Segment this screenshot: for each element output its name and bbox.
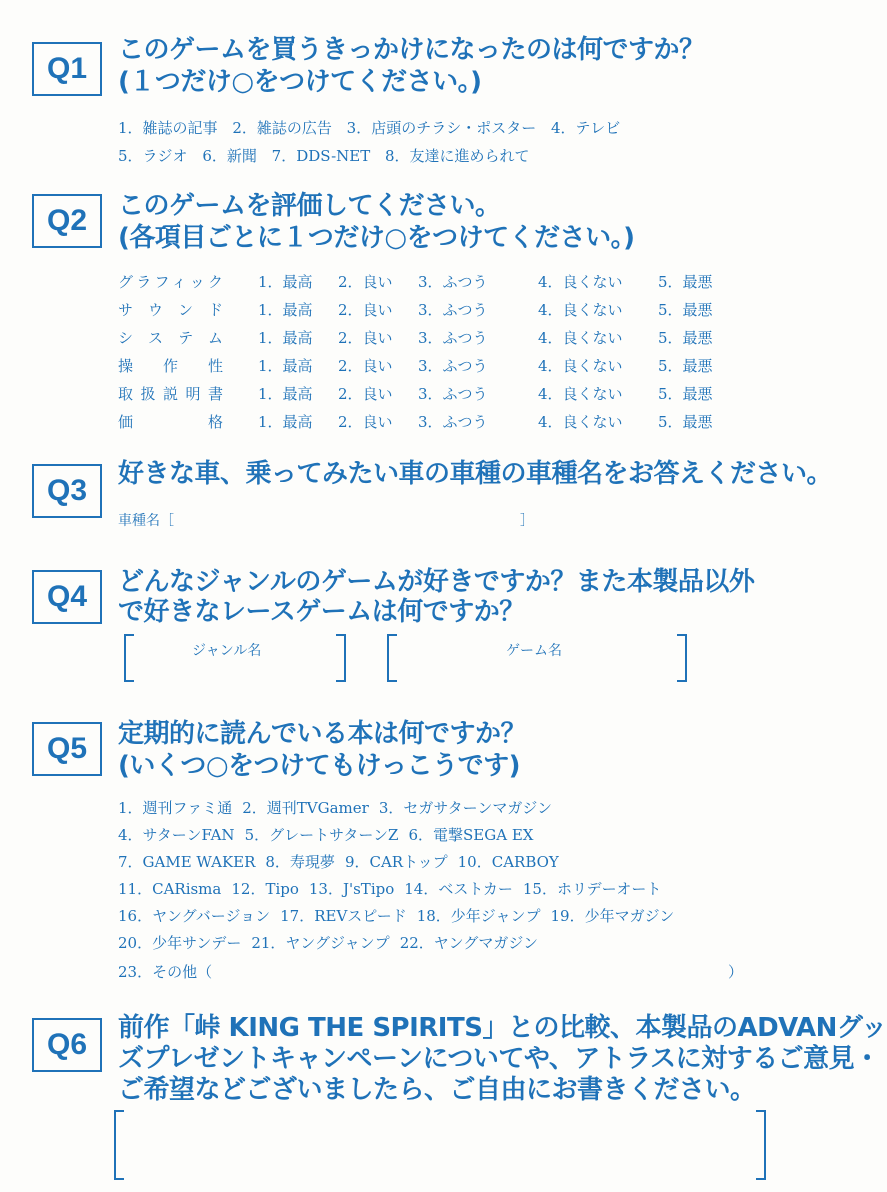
q5-options-line [118, 798, 562, 818]
q2-choice[interactable]: 5．最悪 [658, 329, 713, 347]
q3-field-close: ］ [520, 513, 534, 529]
q2-category-label: サウンド [118, 301, 223, 319]
q1-title-line2: (１つだけ○をつけてください。) [118, 67, 482, 97]
q5-label: Q5 [46, 732, 88, 765]
q2-choice[interactable]: 5．最悪 [658, 413, 713, 431]
q2-choice[interactable]: 3．ふつう [418, 329, 488, 347]
q3-label-box [32, 464, 102, 518]
q5-magazine-option[interactable]: 5．グレートサターンZ [244, 826, 399, 844]
q6-label: Q6 [46, 1028, 88, 1061]
game-bracket-left [387, 634, 397, 682]
q2-choice[interactable]: 1．最高 [258, 329, 313, 347]
q5-magazine-option[interactable]: 11．CARisma [118, 880, 222, 898]
q5-magazine-option[interactable]: 4．サターンFAN [118, 826, 235, 844]
q2-choice[interactable]: 4．良くない [538, 301, 623, 319]
genre-bracket-right [336, 634, 346, 682]
q1-label-box [32, 42, 102, 96]
q2-category-label: システム [118, 329, 223, 347]
q1-option[interactable]: 8．友達に進められて [385, 147, 530, 165]
q3-field-label: 車種名［ [118, 513, 174, 529]
q5-magazine-option[interactable]: 19．少年マガジン [550, 907, 675, 925]
q4-label-box [32, 570, 102, 624]
q2-category-label: 操作性 [118, 357, 223, 375]
q1-option[interactable]: 6．新聞 [202, 147, 257, 165]
q5-magazine-option[interactable]: 18．少年ジャンプ [416, 907, 541, 925]
q4-label: Q4 [46, 580, 88, 613]
q5-magazine-option[interactable]: 8．寿現夢 [265, 853, 335, 871]
q1-options-line1 [118, 118, 630, 138]
q2-choice[interactable]: 3．ふつう [418, 413, 488, 431]
q2-choice[interactable]: 1．最高 [258, 357, 313, 375]
q2-label: Q2 [46, 204, 88, 237]
q6-title-line1: 前作「峠 KING THE SPIRITS」との比較、本製品のADVANグッ [118, 1013, 887, 1043]
game-label: ゲーム名 [506, 643, 562, 659]
q2-rating-row [118, 410, 758, 434]
q5-magazine-option[interactable]: 7．GAME WAKER [118, 853, 256, 871]
q5-title-line2: (いくつ○をつけてもけっこうです) [118, 751, 520, 781]
q1-options-line2 [118, 146, 540, 166]
q2-label-box [32, 194, 102, 248]
genre-label: ジャンル名 [192, 643, 262, 659]
other-magazine-input[interactable] [225, 958, 725, 984]
q2-choice[interactable]: 5．最悪 [658, 273, 713, 291]
q5-magazine-option[interactable]: 14．ベストカー [404, 880, 513, 898]
q2-choice[interactable]: 1．最高 [258, 273, 313, 291]
q2-choice[interactable]: 4．良くない [538, 413, 623, 431]
comment-bracket-left [114, 1110, 124, 1180]
game-input[interactable] [399, 634, 677, 682]
q5-other-label: 23．その他（ [118, 963, 213, 981]
q2-choice[interactable]: 5．最悪 [658, 301, 713, 319]
q2-rating-row [118, 298, 758, 322]
genre-bracket-left [124, 634, 134, 682]
q2-rating-row [118, 326, 758, 350]
q5-title-line1: 定期的に読んでいる本は何ですか？ [118, 719, 527, 749]
q5-magazine-option[interactable]: 1．週刊ファミ通 [118, 799, 233, 817]
q2-title-line2: (各項目ごとに１つだけ○をつけてください。) [118, 223, 635, 253]
q2-choice[interactable]: 2．良い [338, 357, 393, 375]
q2-choice[interactable]: 3．ふつう [418, 273, 488, 291]
q5-magazine-option[interactable]: 17．REVスピード [280, 907, 407, 925]
q1-label: Q1 [46, 52, 88, 85]
q5-magazine-option[interactable]: 6．電撃SEGA EX [408, 826, 534, 844]
q6-title-line2: ズプレゼントキャンペーンについてや、アトラスに対するご意見・ [118, 1044, 880, 1074]
q2-choice[interactable]: 4．良くない [538, 385, 623, 403]
q5-label-box [32, 722, 102, 776]
q1-option[interactable]: 7．DDS-NET [271, 147, 371, 165]
q1-title-line1: このゲームを買うきっかけになったのは何ですか？ [118, 35, 705, 65]
q5-magazine-option[interactable]: 12．Tipo [231, 880, 299, 898]
q2-category-label: 価格 [118, 413, 223, 431]
q5-magazine-option[interactable]: 9．CARトップ [344, 853, 448, 871]
q5-options-line [118, 933, 548, 953]
q2-choice[interactable]: 2．良い [338, 413, 393, 431]
q2-choice[interactable]: 4．良くない [538, 273, 623, 291]
q5-options-line [118, 825, 543, 845]
q5-magazine-option[interactable]: 10．CARBOY [457, 853, 559, 871]
q1-option[interactable]: 3．店頭のチラシ・ポスター [346, 119, 537, 137]
q2-category-label: グラフィック [118, 273, 223, 291]
comment-input[interactable] [126, 1110, 756, 1180]
q3-label: Q3 [46, 474, 88, 507]
q1-option[interactable]: 1．雑誌の記事 [118, 119, 218, 137]
q2-choice[interactable]: 5．最悪 [658, 385, 713, 403]
q5-magazine-option[interactable]: 2．週刊TVGamer [242, 799, 369, 817]
q5-magazine-option[interactable]: 20．少年サンデー [118, 934, 242, 952]
q2-choice[interactable]: 2．良い [338, 385, 393, 403]
q5-magazine-option[interactable]: 15．ホリデーオート [522, 880, 662, 898]
q6-title-line3: ご希望などございましたら、ご自由にお書きください。 [118, 1075, 756, 1105]
q5-magazine-option[interactable]: 3．セガサターンマガジン [378, 799, 552, 817]
car-name-input[interactable] [195, 504, 520, 528]
q2-choice[interactable]: 3．ふつう [418, 385, 488, 403]
q5-options-line [118, 906, 684, 926]
q5-magazine-option[interactable]: 21．ヤングジャンプ [251, 934, 390, 952]
q2-choice[interactable]: 1．最高 [258, 301, 313, 319]
q2-choice[interactable]: 4．良くない [538, 329, 623, 347]
q5-magazine-option[interactable]: 22．ヤングマガジン [399, 934, 538, 952]
q2-choice[interactable]: 2．良い [338, 273, 393, 291]
game-bracket-right [677, 634, 687, 682]
q6-label-box [32, 1018, 102, 1072]
q2-choice[interactable]: 2．良い [338, 329, 393, 347]
q2-title-line1: このゲームを評価してください。 [118, 191, 501, 221]
q2-rating-row [118, 382, 758, 406]
genre-input[interactable] [136, 634, 336, 682]
q5-magazine-option[interactable]: 13．J'sTipo [308, 880, 395, 898]
q2-category-label: 取扱説明書 [118, 385, 223, 403]
comment-bracket-right [756, 1110, 766, 1180]
q4-title-line2: で好きなレースゲームは何ですか？ [118, 597, 525, 627]
q4-title-line1: どんなジャンルのゲームが好きですか？また本製品以外 [118, 567, 755, 597]
q5-options-line [118, 852, 569, 872]
q2-choice[interactable]: 3．ふつう [418, 357, 488, 375]
q2-choice[interactable]: 5．最悪 [658, 357, 713, 375]
q2-choice[interactable]: 1．最高 [258, 385, 313, 403]
q3-title: 好きな車、乗ってみたい車の車種の車種名をお答えください。 [118, 459, 833, 489]
q2-choice[interactable]: 4．良くない [538, 357, 623, 375]
q5-other-close: ） [728, 963, 744, 981]
q1-option[interactable]: 2．雑誌の広告 [232, 119, 332, 137]
q2-rating-row [118, 270, 758, 294]
q5-options-line [118, 879, 671, 899]
q2-choice[interactable]: 1．最高 [258, 413, 313, 431]
q1-option[interactable]: 5．ラジオ [118, 147, 188, 165]
q2-rating-row [118, 354, 758, 378]
q2-choice[interactable]: 2．良い [338, 301, 393, 319]
q2-choice[interactable]: 3．ふつう [418, 301, 488, 319]
q5-magazine-option[interactable]: 16．ヤングバージョン [118, 907, 271, 925]
q1-option[interactable]: 4．テレビ [550, 119, 621, 137]
